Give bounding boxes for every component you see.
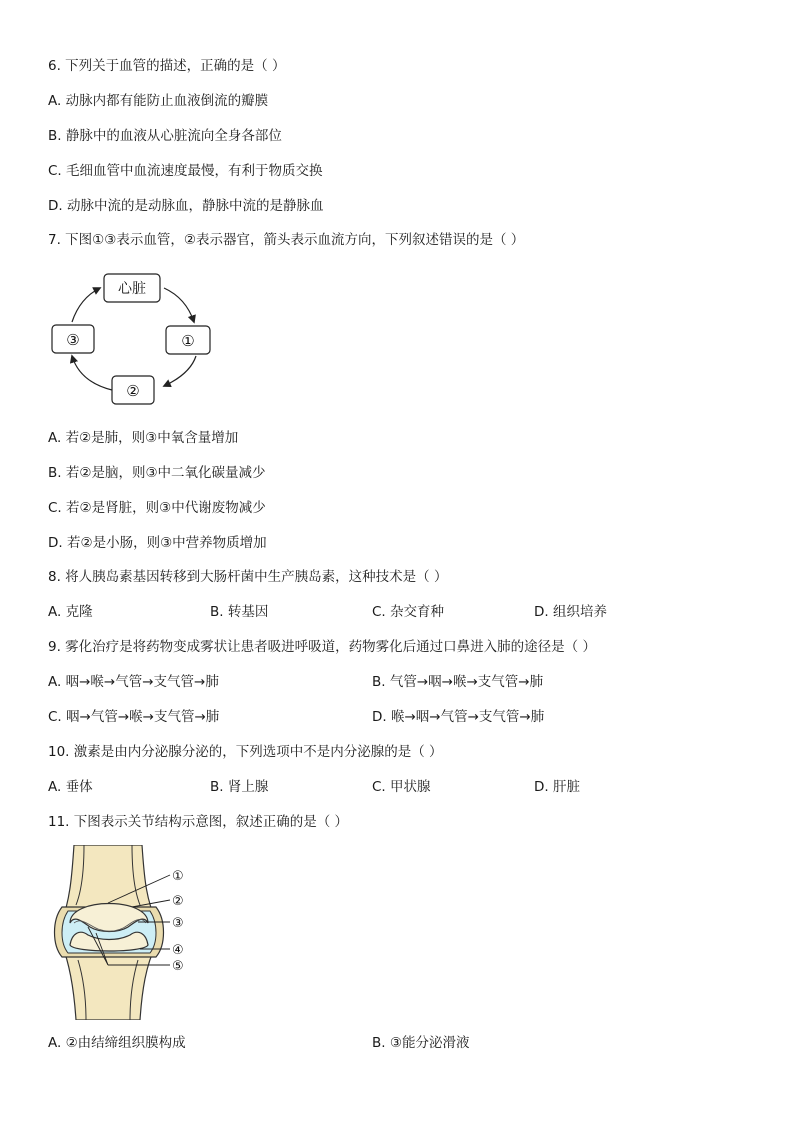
q7-option-c: C. 若②是肾脏，则③中代谢废物减少 <box>48 500 266 516</box>
q9-stem: 9. 雾化治疗是将药物变成雾状让患者吸进呼吸道，药物雾化后通过口鼻进入肺的途径是（ ） <box>48 639 596 655</box>
q11-stem: 11. 下图表示关节结构示意图，叙述正确的是（ ） <box>48 814 349 830</box>
q6-option-b: B. 静脉中的血液从心脏流向全身各部位 <box>48 128 282 144</box>
joint-diagram <box>48 845 198 1020</box>
q10-stem: 10. 激素是由内分泌腺分泌的，下列选项中不是内分泌腺的是（ ） <box>48 744 443 760</box>
q7-option-d: D. 若②是小肠，则③中营养物质增加 <box>48 535 267 551</box>
q8-option-d: D. 组织培养 <box>534 604 607 620</box>
q7-stem: 7. 下图①③表示血管，②表示器官，箭头表示血流方向，下列叙述错误的是（ ） <box>48 232 525 248</box>
arrow-2-to-3 <box>72 356 112 390</box>
q9-option-a: A. 咽→喉→气管→支气管→肺 <box>48 674 219 690</box>
label-2: ② <box>172 894 184 909</box>
box-2-label: ② <box>126 382 140 400</box>
q8-option-b: B. 转基因 <box>210 604 269 620</box>
q8-option-c: C. 杂交育种 <box>372 604 445 620</box>
q10-option-a: A. 垂体 <box>48 779 93 795</box>
q10-option-d: D. 肝脏 <box>534 779 580 795</box>
label-5: ⑤ <box>172 959 184 974</box>
q11-option-a: A. ②由结缔组织膜构成 <box>48 1035 186 1051</box>
q9-option-b: B. 气管→咽→喉→支气管→肺 <box>372 674 544 690</box>
q7-option-a: A. 若②是肺，则③中氧含量增加 <box>48 430 239 446</box>
q6-stem: 6. 下列关于血管的描述，正确的是（ ） <box>48 58 286 74</box>
circulation-diagram <box>48 270 218 410</box>
arrow-1-to-2 <box>164 356 196 386</box>
q10-option-c: C. 甲状腺 <box>372 779 431 795</box>
q8-stem: 8. 将人胰岛素基因转移到大肠杆菌中生产胰岛素，这种技术是（ ） <box>48 569 448 585</box>
arrow-3-to-heart <box>72 288 100 322</box>
q6-option-c: C. 毛细血管中血流速度最慢，有利于物质交换 <box>48 163 323 179</box>
q10-option-b: B. 肾上腺 <box>210 779 269 795</box>
q9-option-c: C. 咽→气管→喉→支气管→肺 <box>48 709 220 725</box>
q7-option-b: B. 若②是脑，则③中二氧化碳量减少 <box>48 465 266 481</box>
box-1-label: ① <box>181 332 195 350</box>
q8-option-a: A. 克隆 <box>48 604 93 620</box>
arrow-heart-to-1 <box>164 288 194 322</box>
q6-option-d: D. 动脉中流的是动脉血，静脉中流的是静脉血 <box>48 198 324 214</box>
box-3-label: ③ <box>66 331 80 349</box>
label-4: ④ <box>172 943 184 958</box>
q11-option-b: B. ③能分泌滑液 <box>372 1035 470 1051</box>
q9-option-d: D. 喉→咽→气管→支气管→肺 <box>372 709 545 725</box>
q6-option-a: A. 动脉内都有能防止血液倒流的瓣膜 <box>48 93 269 109</box>
label-1: ① <box>172 869 184 884</box>
heart-label: 心脏 <box>118 281 146 297</box>
label-3: ③ <box>172 916 184 931</box>
